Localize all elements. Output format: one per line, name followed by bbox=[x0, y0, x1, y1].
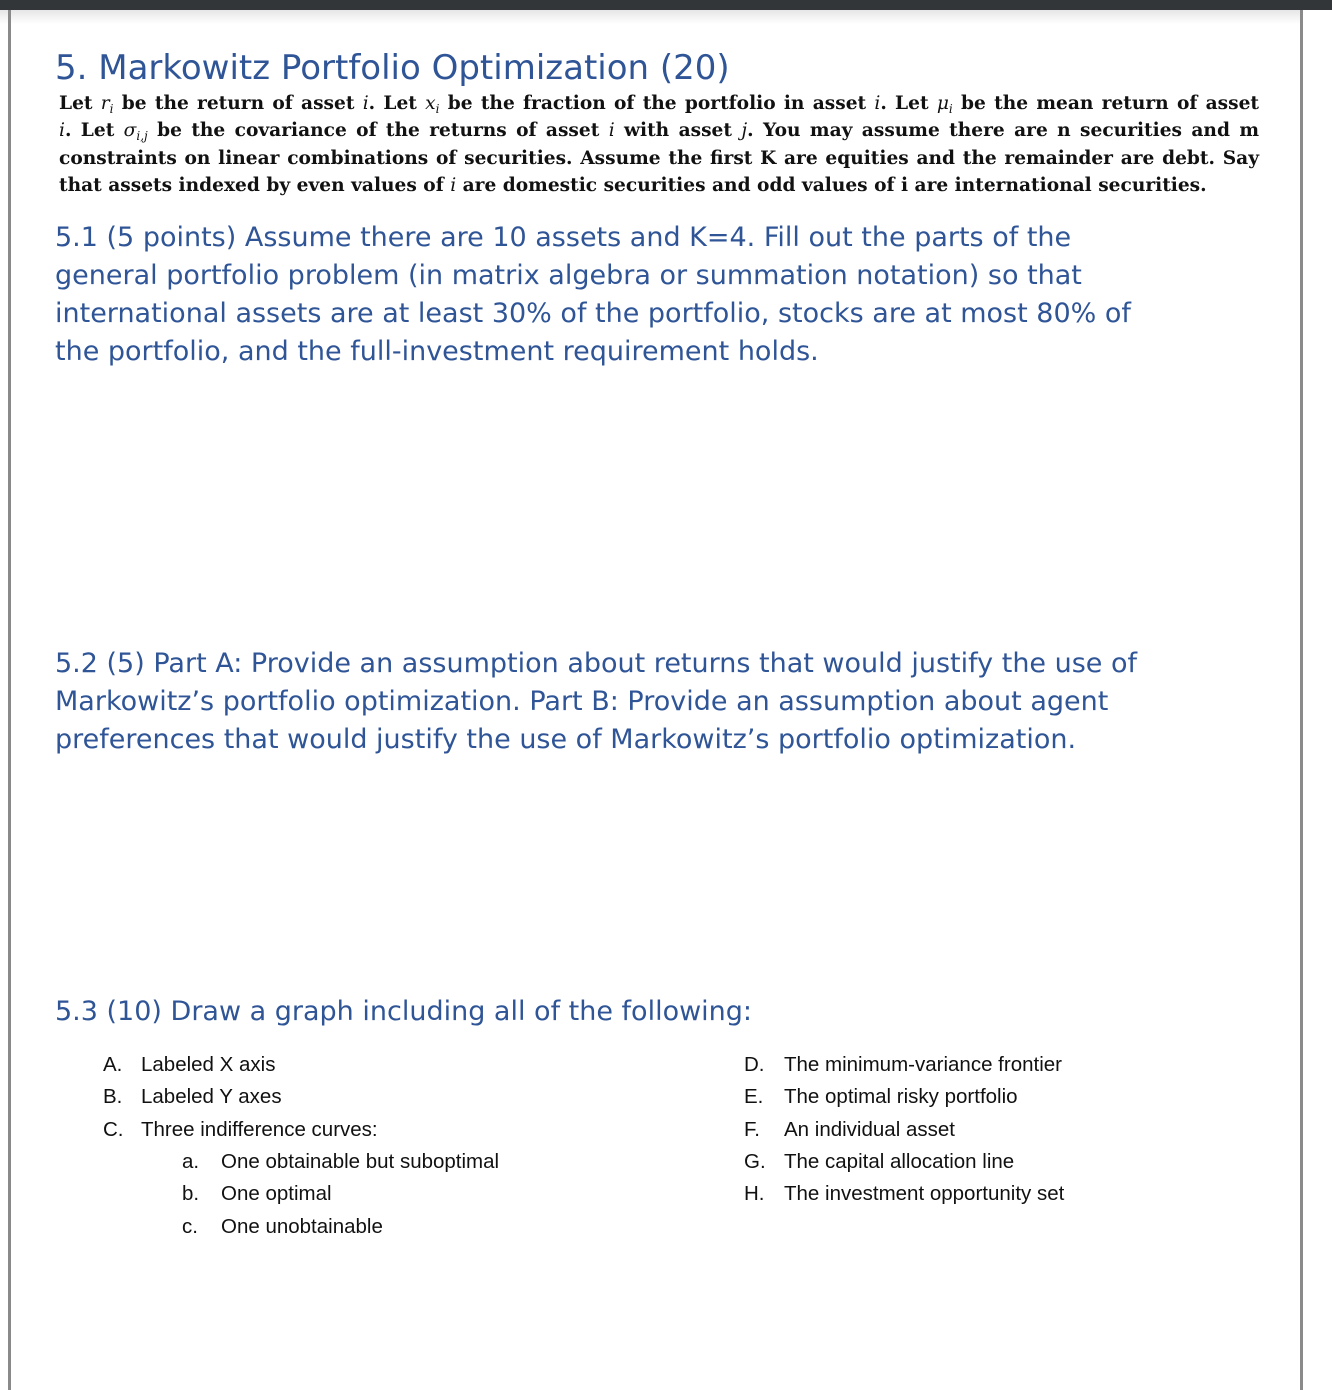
sub-list-item bbox=[182, 1211, 383, 1243]
viewer-top-bar bbox=[0, 0, 1332, 10]
list-item bbox=[744, 1146, 1015, 1178]
list-marker: F. bbox=[744, 1118, 760, 1141]
list-text: Three indifference curves: bbox=[141, 1118, 378, 1141]
math-variable: i bbox=[450, 174, 457, 196]
list-marker: A. bbox=[103, 1053, 123, 1076]
intro-line: constraints on linear combinations of securities. Assume the first K are equities and the remainder are debt. Say bbox=[59, 147, 1259, 169]
question-5-2 bbox=[55, 645, 1137, 759]
math-variable: i bbox=[874, 93, 881, 114]
question-line: international assets are at least 30% of the portfolio, stocks are at most 80% of bbox=[55, 298, 1131, 329]
list-item bbox=[744, 1049, 1062, 1081]
list-item bbox=[744, 1178, 1065, 1210]
list-text: One obtainable but suboptimal bbox=[221, 1150, 500, 1173]
list-item bbox=[744, 1114, 955, 1146]
list-marker: G. bbox=[744, 1150, 766, 1173]
list-marker: b. bbox=[182, 1182, 200, 1205]
intro-line: that assets indexed by even values of i are domestic securities and odd values of i are international securities. bbox=[59, 174, 1207, 196]
list-marker: D. bbox=[744, 1053, 765, 1076]
list-marker: c. bbox=[182, 1215, 198, 1238]
question-line: 5.2 (5) Part A: Provide an assumption about returns that would justify the use of bbox=[55, 648, 1138, 679]
list-text: One unobtainable bbox=[221, 1215, 383, 1238]
question-line: the portfolio, and the full-investment requirement holds. bbox=[55, 336, 819, 367]
math-variable: $r_i$ bbox=[100, 93, 114, 116]
list-marker: C. bbox=[103, 1118, 124, 1141]
list-text: Labeled Y axes bbox=[141, 1085, 282, 1108]
sub-list-item bbox=[182, 1178, 332, 1210]
list-text: The capital allocation line bbox=[784, 1150, 1015, 1173]
list-marker: B. bbox=[103, 1085, 123, 1108]
question-5-1 bbox=[55, 219, 1131, 371]
math-variable: $x_i$ bbox=[425, 93, 440, 116]
list-text: The optimal risky portfolio bbox=[784, 1085, 1018, 1108]
question-line: preferences that would justify the use of Markowitz’s portfolio optimization. bbox=[55, 724, 1077, 755]
math-variable: i bbox=[59, 120, 65, 142]
question-line: general portfolio problem (in matrix algebra or summation notation) so that bbox=[55, 260, 1082, 291]
math-variable: $\sigma_{i,j}$ bbox=[123, 120, 148, 144]
list-item bbox=[103, 1081, 282, 1113]
sub-list-item bbox=[182, 1146, 500, 1178]
list-item bbox=[103, 1114, 378, 1146]
list-item bbox=[744, 1081, 1018, 1113]
right-gutter bbox=[1303, 10, 1332, 1390]
list-text: One optimal bbox=[221, 1182, 332, 1205]
list-text: The investment opportunity set bbox=[784, 1182, 1065, 1205]
list-text: The minimum-variance frontier bbox=[784, 1053, 1062, 1076]
list-marker: a. bbox=[182, 1150, 200, 1173]
list-marker: H. bbox=[744, 1182, 765, 1205]
math-variable: j bbox=[741, 120, 748, 142]
list-text: An individual asset bbox=[784, 1118, 955, 1141]
list-text: Labeled X axis bbox=[141, 1053, 276, 1076]
intro-line: i. Let $\sigma_{i,j}$ be the covariance of the returns of asset i with asset j. You may assume there are n securities and m bbox=[59, 120, 1259, 144]
question-line: Markowitz’s portfolio optimization. Part B: Provide an assumption about agent bbox=[55, 686, 1109, 717]
question-5-3 bbox=[55, 993, 752, 1031]
toolbar-shadow bbox=[0, 10, 1332, 24]
intro-paragraph bbox=[59, 90, 1259, 199]
question-title: 5.3 (10) Draw a graph including all of the following: bbox=[55, 996, 753, 1027]
question-line: 5.1 (5 points) Assume there are 10 assets and K=4. Fill out the parts of the bbox=[55, 222, 1072, 253]
intro-line: Let $r_i$ be the return of asset i. Let $x_i$ be the fraction of the portfolio in asset i. Let $\mu_i$ be the mean return of asset bbox=[59, 93, 1260, 116]
math-variable: $\mu_i$ bbox=[936, 93, 953, 116]
page-border-left bbox=[8, 10, 11, 1390]
list-marker: E. bbox=[744, 1085, 764, 1108]
math-variable: i bbox=[362, 93, 369, 114]
math-variable: i bbox=[608, 120, 615, 142]
list-item bbox=[103, 1049, 276, 1081]
section-title: 5. Markowitz Portfolio Optimization (20) bbox=[55, 48, 730, 88]
